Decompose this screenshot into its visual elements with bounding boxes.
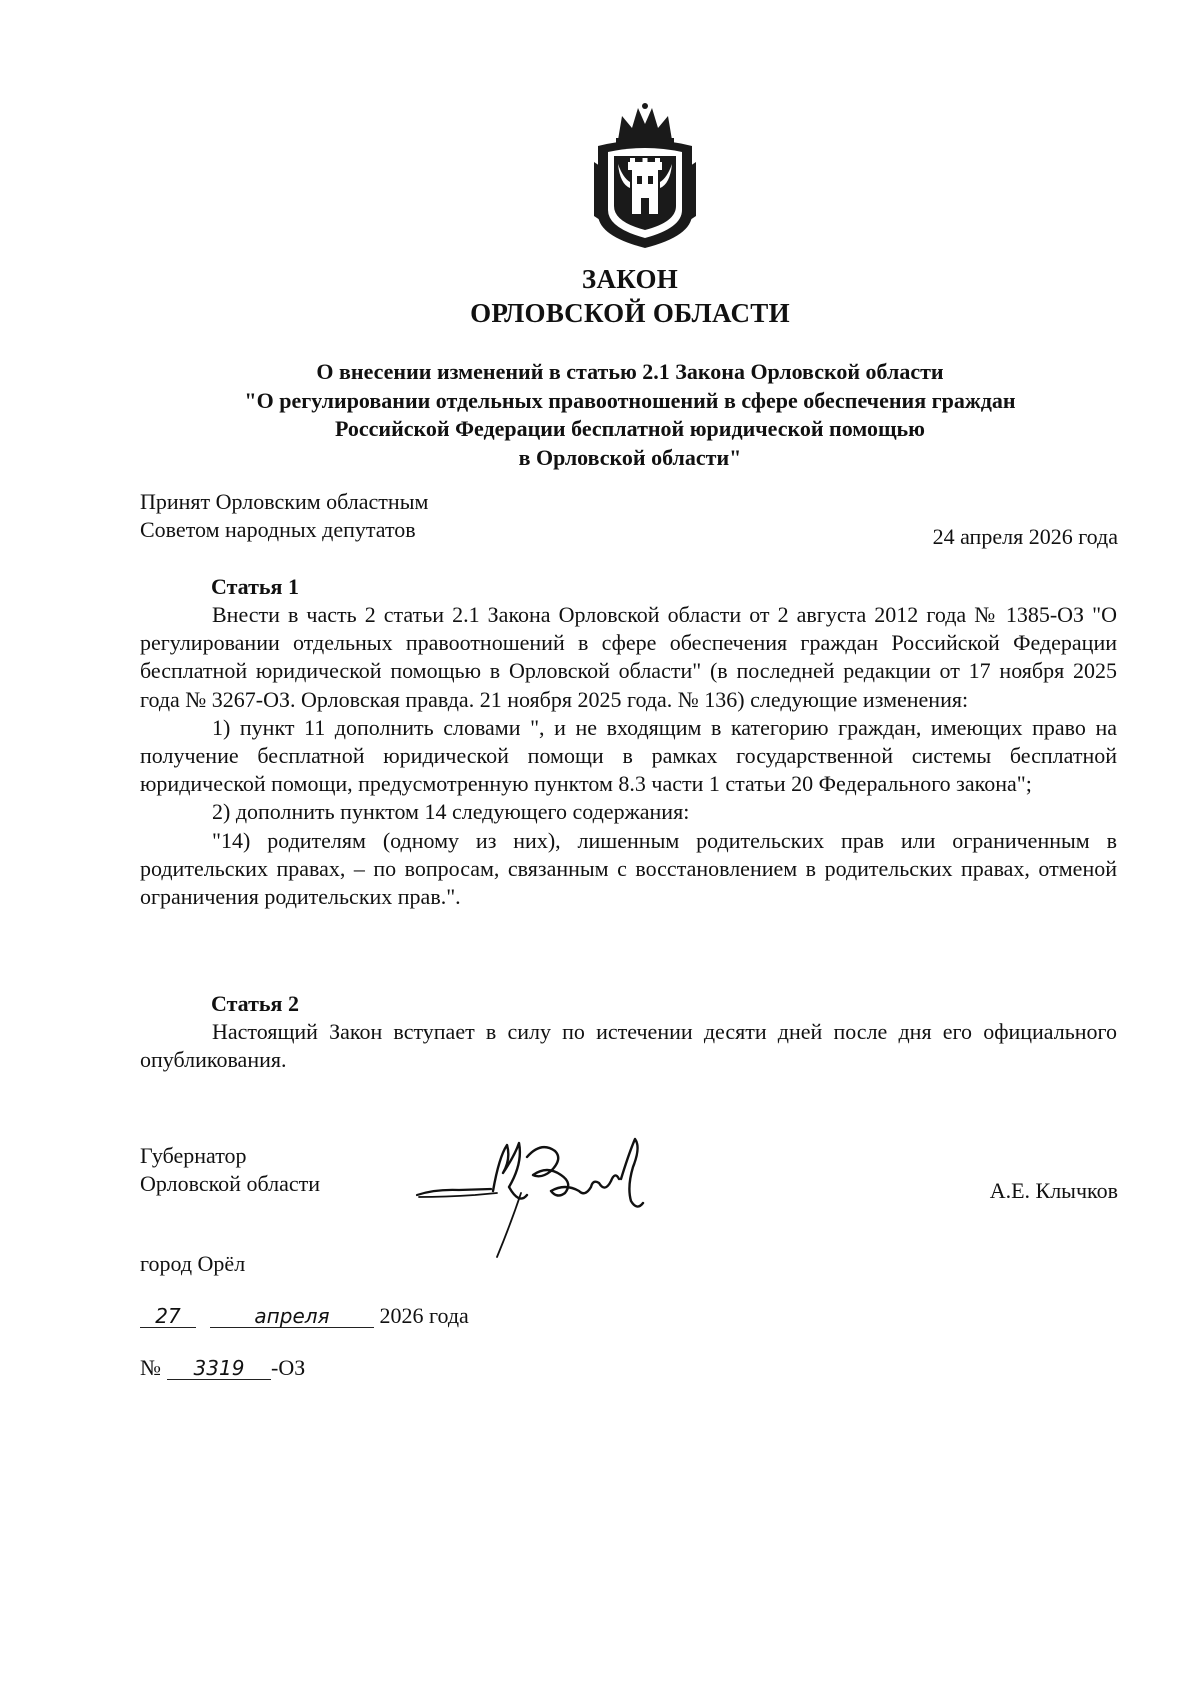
article-2-body bbox=[140, 1018, 1117, 1074]
number-sign: № bbox=[140, 1355, 161, 1380]
subject-line: О внесении изменений в статью 2.1 Закона Орловской области bbox=[316, 359, 944, 384]
article-paragraph: Внести в часть 2 статьи 2.1 Закона Орловской области от 2 августа 2012 года № 1385-ОЗ "О регулировании отдельных правоотношений в сфере обеспечения граждан Российской Федерации бесплатной юридической помощью в Орловской области" (в последней редакции от 17 ноября 2025 года № 3267-ОЗ. Орловская правда. 21 ноября 2025 года. № 136) следующие изменения: bbox=[140, 602, 1117, 712]
article-2-title: Статья 2 bbox=[211, 991, 299, 1016]
law-number-value: 3319 bbox=[167, 1357, 271, 1380]
governor-name: А.Е. Клычков bbox=[989, 1178, 1118, 1203]
adopted-by-line: Советом народных депутатов bbox=[140, 517, 416, 542]
law-number-suffix: -ОЗ bbox=[271, 1355, 306, 1380]
signing-date bbox=[140, 1302, 469, 1330]
document-region: ОРЛОВСКОЙ ОБЛАСТИ bbox=[470, 298, 790, 328]
governor-position-line: Губернатор bbox=[140, 1143, 247, 1168]
title-block bbox=[0, 262, 1200, 330]
subject-line: "О регулировании отдельных правоотношений в сфере обеспечения граждан bbox=[244, 387, 1016, 413]
article-1-title: Статья 1 bbox=[211, 574, 299, 599]
subject-line: Российской Федерации бесплатной юридической помощью bbox=[334, 416, 925, 441]
law-number bbox=[140, 1354, 305, 1382]
city: город Орёл bbox=[140, 1251, 246, 1276]
document-type: ЗАКОН bbox=[581, 264, 679, 294]
article-paragraph: Настоящий Закон вступает в силу по истечении десяти дней после дня его официального опубликования. bbox=[140, 1019, 1117, 1073]
subject-line: в Орловской области" bbox=[518, 444, 742, 470]
adopted-by bbox=[140, 488, 428, 544]
article-paragraph: "14) родителям (одному из них), лишенным родительских прав или ограниченным в родительских правах, – по вопросам, связанным с восстановлением в родительских правах, отменой ограничения родительских прав.". bbox=[140, 827, 1117, 910]
article-1-body bbox=[140, 601, 1117, 911]
signing-year: 2026 года bbox=[379, 1303, 469, 1328]
governor-position bbox=[140, 1142, 320, 1198]
signing-day: 27 bbox=[140, 1305, 196, 1328]
document-subject bbox=[150, 358, 1110, 472]
adopted-by-line: Принят Орловским областным bbox=[140, 489, 429, 514]
article-paragraph: 2) дополнить пунктом 14 следующего содержания: bbox=[212, 799, 690, 825]
handwritten-signature bbox=[415, 1135, 665, 1260]
article-paragraph: 1) пункт 11 дополнить словами ", и не входящим в категорию граждан, имеющих право на получение бесплатной юридической помощи в рамках государственной системы бесплатной юридической помощи, предусмотренную пунктом 8.3 части 1 статьи 20 Федерального закона"; bbox=[140, 714, 1117, 797]
adoption-date: 24 апреля 2026 года bbox=[932, 524, 1118, 549]
signing-month: апреля bbox=[210, 1305, 374, 1328]
governor-position-line: Орловской области bbox=[140, 1171, 320, 1196]
coat-of-arms-emblem bbox=[590, 102, 700, 250]
